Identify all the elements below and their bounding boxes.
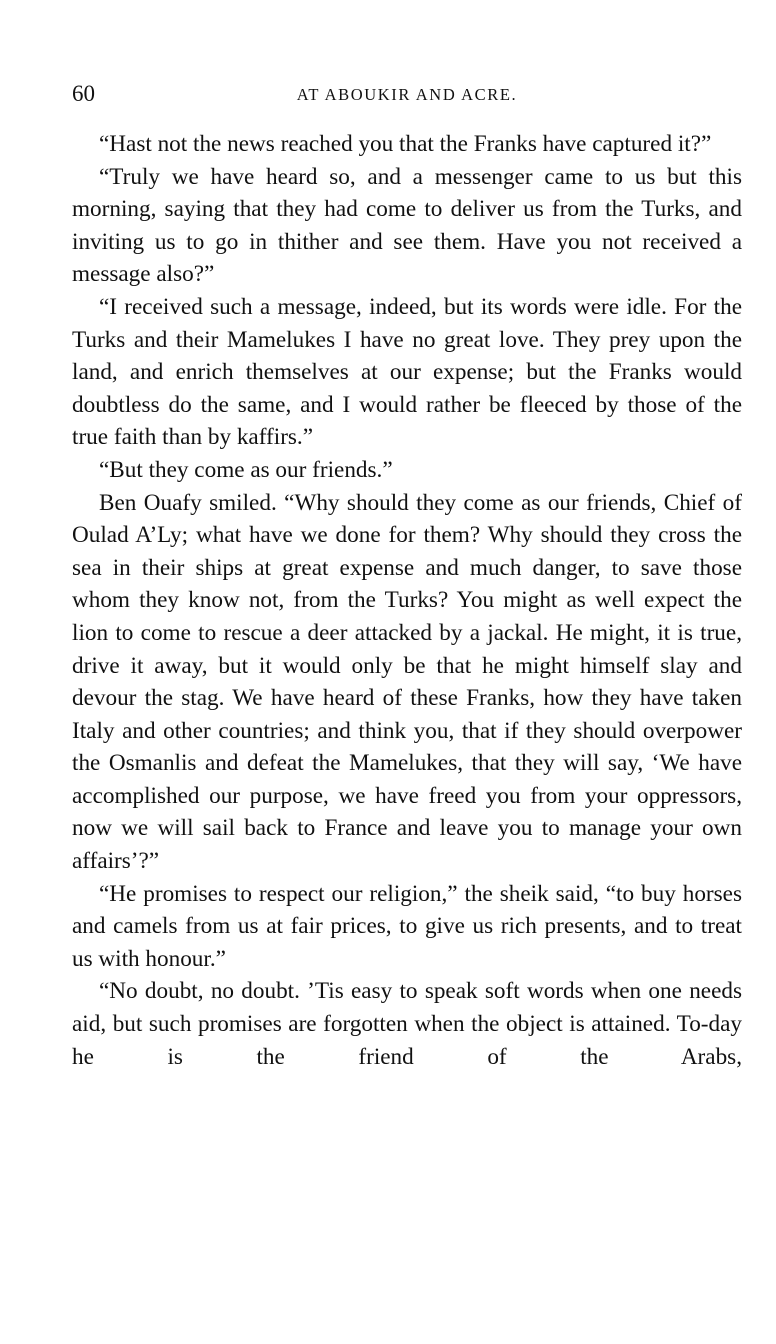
paragraph: “Truly we have heard so, and a messenger came to us but this morning, saying that they had come to deliver us from the Turks, and inviting us to go in thither and see them. Have you not received a message also?” xyxy=(72,163,742,288)
running-head: AT ABOUKIR AND ACRE. xyxy=(296,85,518,104)
paragraph: “I received such a message, indeed, but its words were idle. For the Turks and their Mamelukes I have no great love. They prey upon the land, and enrich themselves at our expense; but the Franks would doubtless do the same, and I would rather be fleeced by those of the true faith than by kaffirs.” xyxy=(72,293,742,451)
body-text xyxy=(72,128,742,1073)
paragraph: “Hast not the news reached you that the Franks have captured it?” xyxy=(99,131,712,157)
paragraph: Ben Ouafy smiled. “Why should they come as our friends, Chief of Oulad A’Ly; what have we done for them? Why should they cross the sea in their ships at great expense and much danger, to save those whom they know not, from the Turks? You might as well expect the lion to come to rescue a deer attacked by a jackal. He might, it is true, drive it away, but it would only be that he might himself slay and devour the stag. We have heard of these Franks, how they have taken Italy and other countries; and think you, that if they should overpower the Osmanlis and defeat the Mamelukes, that they will say, ‘We have accomplished our purpose, we have freed you from your oppressors, now we will sail back to France and leave you to manage your own affairs’?” xyxy=(72,489,742,875)
page-header xyxy=(72,80,742,108)
paragraph: “But they come as our friends.” xyxy=(99,456,393,483)
page-number: 60 xyxy=(72,81,95,106)
paragraph: “No doubt, no doubt. ’Tis easy to speak soft words when one needs aid, but such promises are forgotten when the object is attained. To-day he is the friend of the Arabs, xyxy=(72,978,742,1070)
paragraph: “He promises to respect our religion,” the sheik said, “to buy horses and camels from us at fair prices, to give us rich presents, and to treat us with honour.” xyxy=(72,880,742,972)
